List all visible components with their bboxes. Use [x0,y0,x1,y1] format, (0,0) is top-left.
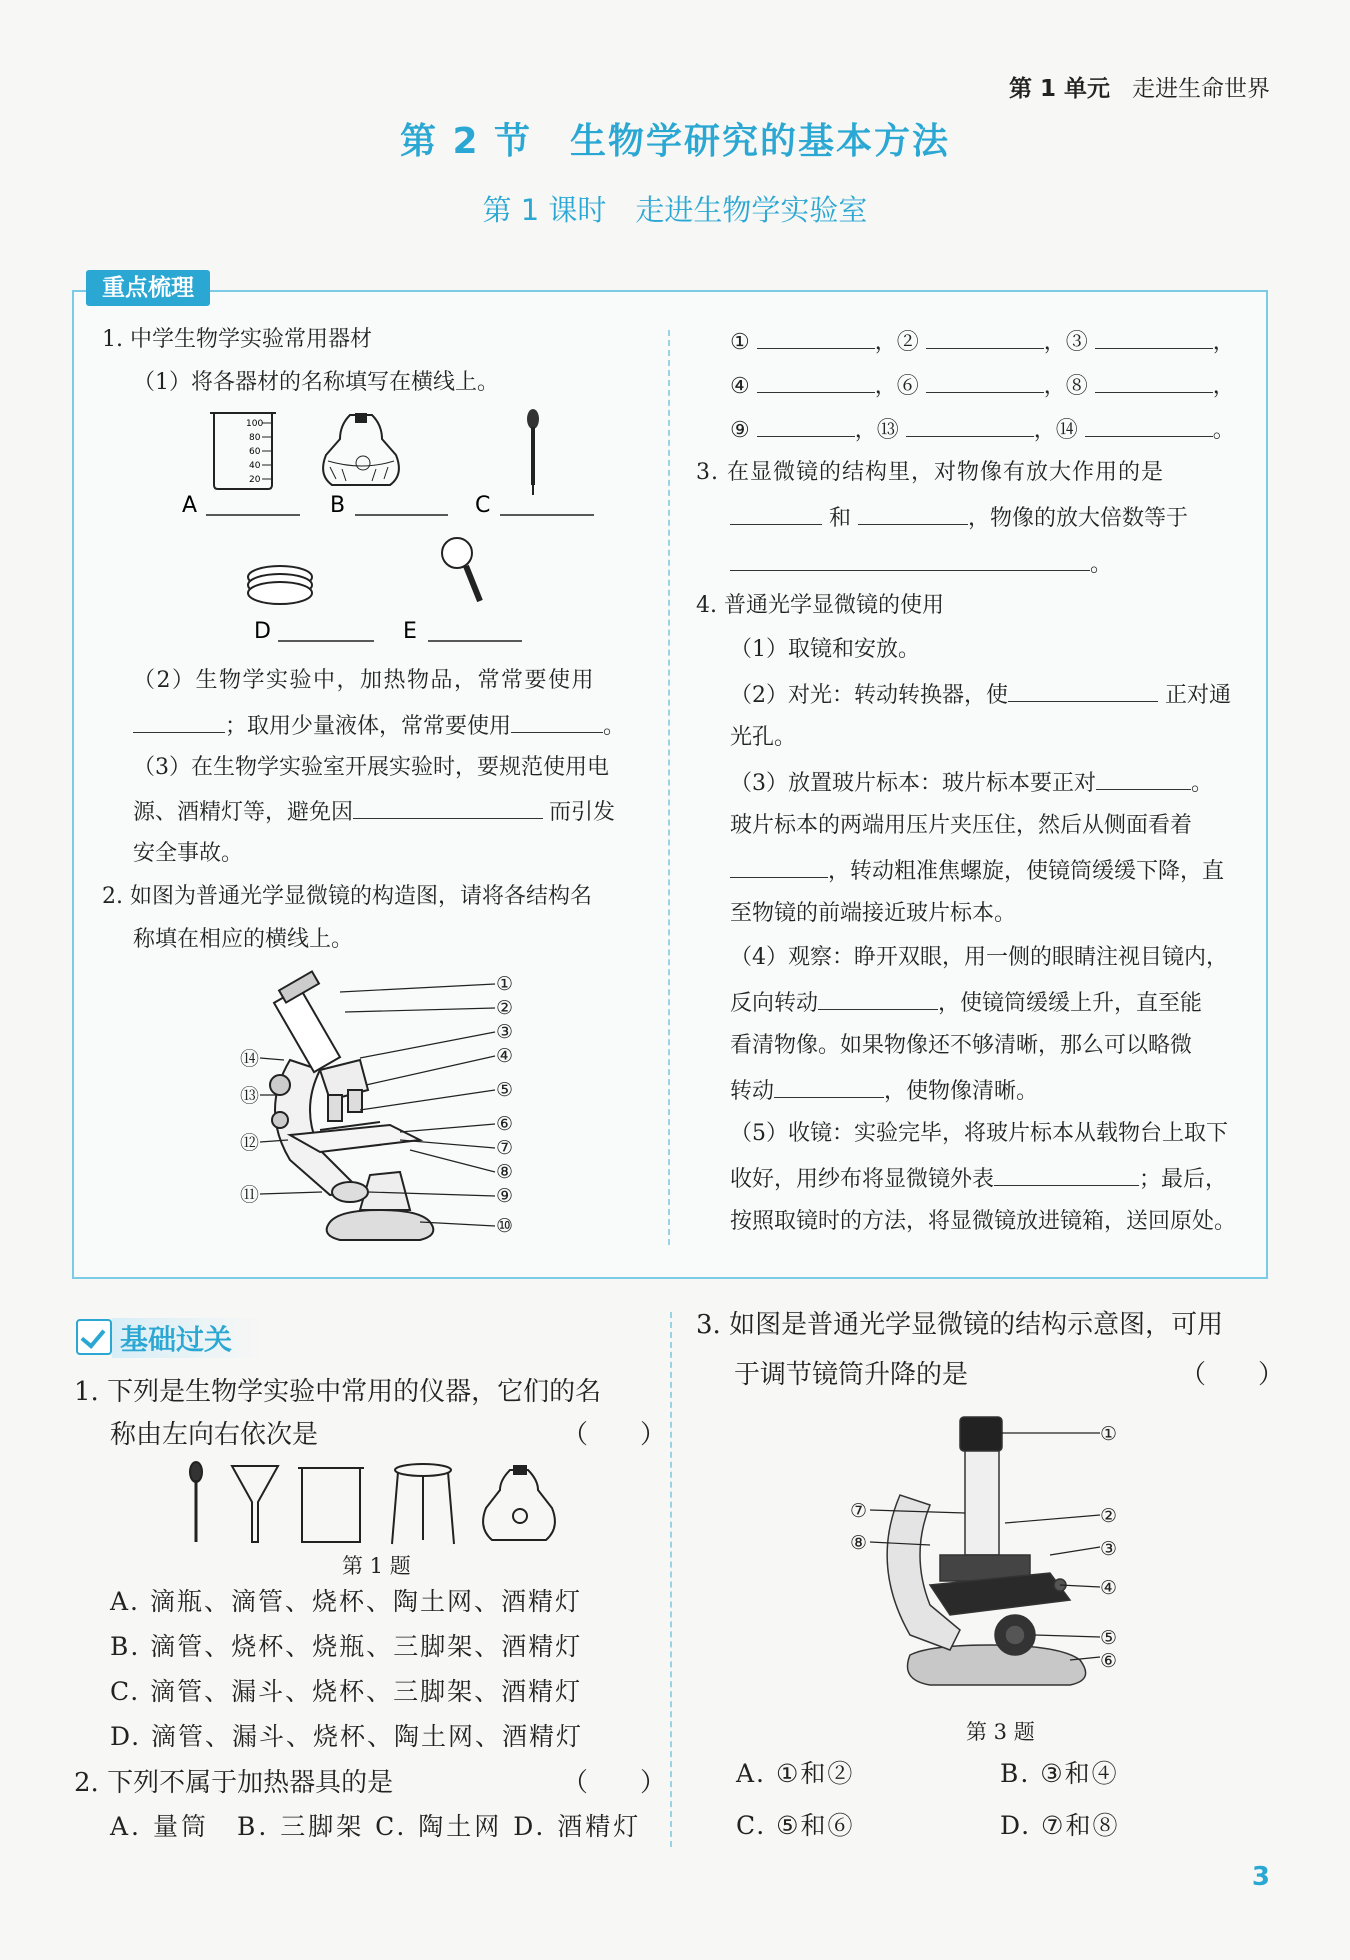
scope-label-8: ⑧ [496,1161,514,1183]
q3-option-d[interactable]: D. ⑦和⑧ [1000,1811,1120,1840]
label-a: A [182,493,198,518]
kp-q2-line1: 2. 如图为普通光学显微镜的构造图，请将各结构名 [102,884,592,909]
basic-q3-paren: （ ） [1180,1360,1285,1390]
q3-label-8: ⑧ [850,1532,868,1554]
kp-q1-sub1: （1）将各器材的名称填写在横线上。 [133,370,499,395]
scope-label-9: ⑨ [496,1185,514,1207]
label: ，③ [1043,330,1088,355]
answer-blank[interactable] [926,372,1044,393]
answer-blank[interactable] [858,504,968,525]
scope-label-1: ① [496,973,514,995]
kp-q4-2-line2: 光孔。 [730,725,797,750]
q3-label-7: ⑦ [850,1500,868,1522]
alcohol-lamp-icon [483,1466,555,1540]
kp-q4-5-line1: （5）收镜：实验完毕，将玻片标本从载物台上取下 [730,1121,1228,1146]
label: ，⑭ [1033,418,1078,443]
kp-q1-sub3-line2 [133,798,615,826]
text: 反向转动 [730,991,819,1016]
q3-microscope-photo [850,1405,1150,1695]
answer-blank[interactable] [1095,372,1213,393]
label: ① [730,330,750,355]
q2-options[interactable]: A. 量筒 B. 三脚架 C. 陶土网 D. 酒精灯 [110,1812,642,1841]
kp-q3-line2 [730,504,1188,532]
funnel-icon [232,1466,278,1542]
answer-blank[interactable] [730,857,828,878]
basic-q1-line1: 1. 下列是生物学实验中常用的仪器，它们的名 [74,1377,602,1407]
text: ，使镜筒缓缓上升，直至能 [938,991,1203,1016]
kp-q4-2-line1 [730,681,1231,709]
answer-blank[interactable] [1096,769,1191,790]
lesson-title: 第 1 课时 走进生物学实验室 [482,193,868,227]
text: 转动 [730,1079,775,1104]
basic-q2-paren: （ ） [562,1768,667,1798]
q3-option-c[interactable]: C. ⑤和⑥ [736,1811,855,1840]
q1-option-b[interactable]: B. 滴管、烧杯、烧瓶、三脚架、酒精灯 [110,1632,583,1661]
text: 。 [603,714,626,739]
label: ，⑧ [1043,374,1088,399]
scope-label-2: ② [496,997,514,1019]
unit-number: 第 1 单元 [1008,76,1110,102]
fill-row-1 [730,328,1235,356]
kp-q4-4-line2 [730,989,1202,1017]
kp-q4-3-line3 [730,857,1224,885]
text: 。 [1090,552,1113,577]
section-title: 第 2 节 生物学研究的基本方法 [399,121,951,162]
kp-q4-4-line4 [730,1077,1038,1105]
running-header [1009,70,1270,103]
petri-dish-icon [248,566,312,604]
label: ， [1212,330,1235,355]
text: 和 [829,506,852,531]
text: 源、酒精灯等，避免因 [133,800,354,825]
text: ，物像的放大倍数等于 [968,506,1189,531]
fill-row-2 [730,372,1235,400]
label-c: C [475,493,491,518]
dropper-icon [527,409,539,495]
equipment-figure [150,405,610,655]
answer-blank[interactable] [1008,681,1158,702]
alcohol-lamp-icon [323,413,399,485]
q3-label-5: ⑤ [1100,1627,1118,1649]
text: ；最后， [1139,1167,1228,1192]
label-b: B [330,493,346,518]
beaker-mark-20: 20 [249,475,261,485]
basic-q1-paren: （ ） [562,1420,667,1450]
scope-label-11: ⑪ [240,1184,260,1206]
scope-label-13: ⑬ [240,1085,260,1107]
scope-label-14: ⑭ [240,1048,260,1070]
label-d: D [254,619,271,644]
dropper-icon [190,1462,202,1542]
label: ，⑬ [854,418,899,443]
text: （2）对光：转动转换器，使 [730,683,1008,708]
kp-q2-line2: 称填在相应的横线上。 [133,927,354,952]
answer-blank[interactable] [757,328,875,349]
kp-q4-1: （1）取镜和安放。 [730,637,920,662]
answer-blank[interactable] [133,712,225,733]
scope-label-6: ⑥ [496,1113,514,1135]
q1-option-c[interactable]: C. 滴管、漏斗、烧杯、三脚架、酒精灯 [110,1677,583,1706]
kp-q3-line3 [730,550,1112,578]
q3-label-3: ③ [1100,1538,1118,1560]
basic-q2: 2. 下列不属于加热器具的是 [74,1768,394,1798]
text: ，使物像清晰。 [884,1079,1039,1104]
fill-row-3 [730,416,1235,444]
answer-blank[interactable] [818,989,938,1010]
text: 收好，用纱布将显微镜外表 [730,1167,995,1192]
answer-blank[interactable] [1095,328,1213,349]
answer-blank[interactable] [906,416,1034,437]
kp-q4-4-line1: （4）观察：睁开双眼，用一侧的眼睛注视目镜内， [730,945,1228,970]
label: ，② [874,330,919,355]
q1-option-a[interactable]: A. 滴瓶、滴管、烧杯、陶土网、酒精灯 [110,1587,582,1616]
answer-blank[interactable] [353,798,543,819]
text: （3）放置玻片标本：玻片标本要正对 [730,771,1096,796]
kp-q4-5-line2 [730,1165,1227,1193]
text: ；取用少量液体，常常要使用 [225,714,512,739]
page-number: 3 [1251,1862,1270,1892]
q1-caption: 第 1 题 [342,1554,411,1578]
key-points-tag: 重点梳理 [86,270,210,306]
scope-label-5: ⑤ [496,1079,514,1101]
q3-option-a[interactable]: A. ①和② [736,1759,855,1788]
label: ④ [730,374,750,399]
kp-q4-5-line3: 按照取镜时的方法，将显微镜放进镜箱，送回原处。 [730,1209,1237,1234]
scope-label-12: ⑫ [240,1132,260,1154]
scope-label-10: ⑩ [496,1215,514,1237]
beaker-mark-60: 60 [249,447,261,457]
microscope-diagram [240,960,530,1245]
answer-blank[interactable] [511,712,603,733]
label: ，⑥ [874,374,919,399]
basic-q3-line1: 3. 如图是普通光学显微镜的结构示意图，可用 [696,1310,1224,1340]
label-e: E [403,619,417,644]
kp-q3-line1: 3. 在显微镜的结构里，对物像有放大作用的是 [696,460,1164,485]
kp-q1-sub3-line1: （3）在生物学实验室开展实验时，要规范使用电 [133,755,609,780]
q3-option-b[interactable]: B. ③和④ [1000,1759,1119,1788]
beaker-icon [210,413,276,489]
magnifier-icon [442,538,480,601]
q3-label-4: ④ [1100,1577,1118,1599]
q1-instruments-figure [180,1460,580,1550]
kp-q4-3-line1 [730,769,1213,797]
beaker-mark-40: 40 [249,461,261,471]
answer-blank[interactable] [926,328,1044,349]
tripod-icon [392,1464,454,1544]
kp-q4-3-line2: 玻片标本的两端用压片夹压住，然后从侧面看着 [730,813,1193,838]
q3-label-2: ② [1100,1505,1118,1527]
answer-blank[interactable] [757,372,875,393]
label: ， [1212,374,1235,399]
answer-blank[interactable] [1085,416,1213,437]
basic-q3-line2: 于调节镜筒升降的是 [734,1360,969,1390]
answer-blank[interactable] [757,416,855,437]
text: 。 [1191,771,1214,796]
label: 。 [1212,418,1235,443]
basic-q1-line2: 称由左向右依次是 [110,1420,319,1450]
label: ⑨ [730,418,750,443]
column-divider [668,330,670,1245]
beaker-mark-100: 100 [246,419,264,429]
scope-label-4: ④ [496,1045,514,1067]
q3-label-1: ① [1100,1423,1118,1445]
answer-blank[interactable] [774,1077,884,1098]
kp-q4-4-line3: 看清物像。如果物像还不够清晰，那么可以略微 [730,1033,1193,1058]
text: ，转动粗准焦螺旋，使镜筒缓缓下降，直 [828,859,1225,884]
unit-title: 走进生命世界 [1132,76,1270,102]
answer-blank[interactable] [730,504,822,525]
column-divider-2 [670,1312,672,1847]
beaker-icon [298,1468,364,1542]
q1-option-d[interactable]: D. 滴管、漏斗、烧杯、陶土网、酒精灯 [110,1722,584,1751]
answer-blank[interactable] [994,1165,1139,1186]
kp-q1-sub3-line3: 安全事故。 [133,841,244,866]
kp-q1-sub2-line1: （2）生物学实验中，加热物品，常常要使用 [133,668,595,693]
checkbox-icon [76,1319,112,1355]
beaker-mark-80: 80 [249,433,261,443]
kp-q1-title: 1. 中学生物学实验常用器材 [102,327,372,352]
kp-q4-3-line4: 至物镜的前端接近玻片标本。 [730,901,1017,926]
text: 正对通 [1165,683,1232,708]
text: 而引发 [549,800,616,825]
answer-blank[interactable] [730,550,1090,571]
kp-q4-title: 4. 普通光学显微镜的使用 [696,593,944,618]
kp-q1-sub2-line2 [133,712,625,740]
q3-label-6: ⑥ [1100,1650,1118,1672]
basic-section-tag: 基础过关 [120,1323,233,1356]
scope-label-3: ③ [496,1021,514,1043]
scope-label-7: ⑦ [496,1137,514,1159]
q3-caption: 第 3 题 [966,1720,1035,1744]
